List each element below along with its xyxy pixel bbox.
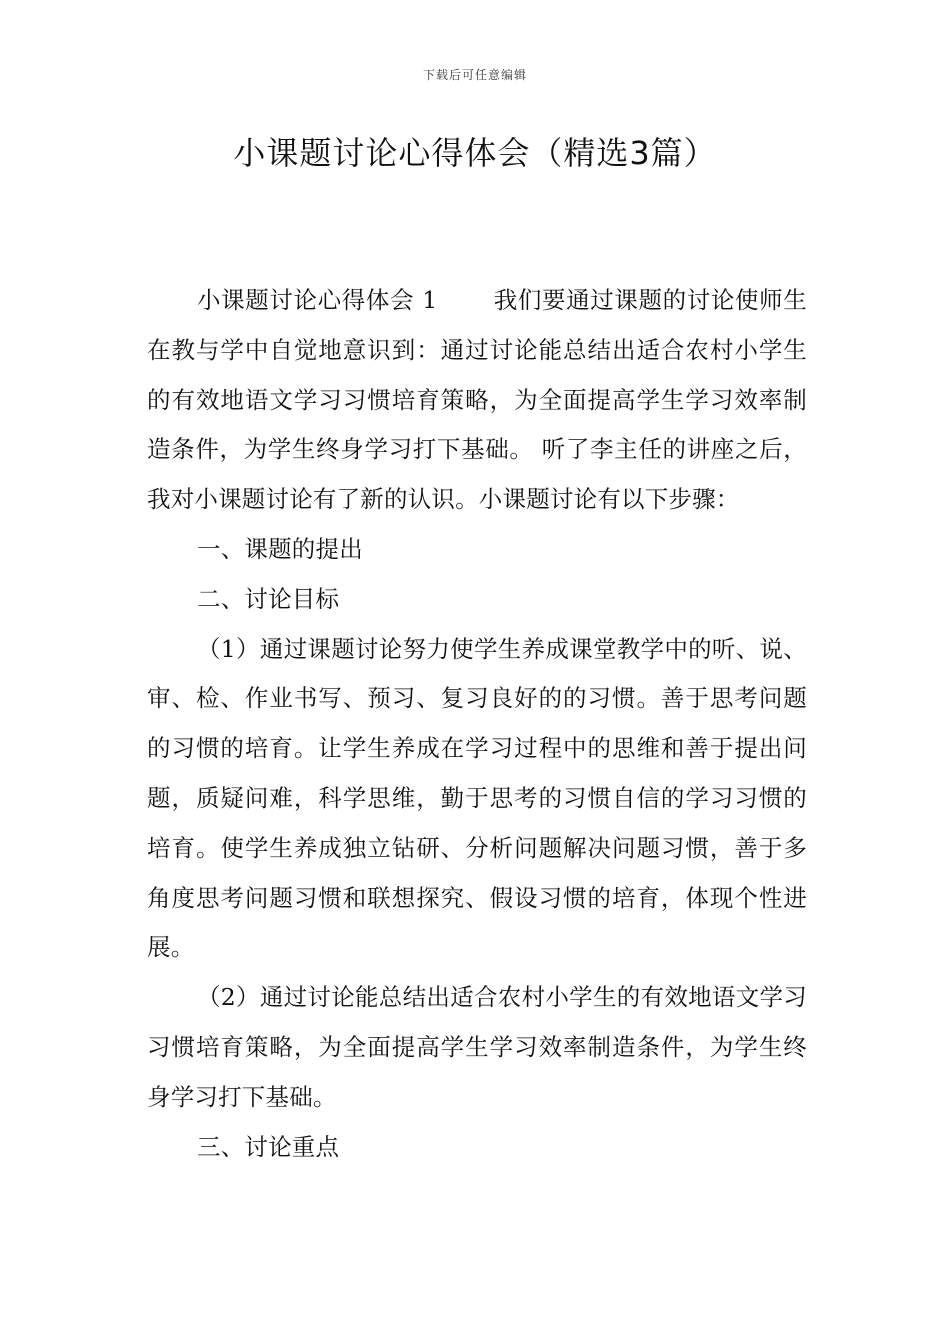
intro-heading: 小课题讨论心得体会 1	[197, 286, 438, 314]
document-body	[147, 276, 807, 1172]
section-heading-2: 二、讨论目标	[197, 584, 340, 613]
page-header-note: 下载后可任意编辑	[422, 68, 527, 82]
document-title: 小课题讨论心得体会（精选3篇）	[233, 134, 717, 172]
intro-text: 我们要通过课题的讨论使师生在教与学中自觉地意识到：通过讨论能总结出适合农村小学生的有效地语文学习习惯培育策略，为全面提高学生学习效率制造条件，为学生终身学习打下基础。 听了李主任的讲座之后，我对小课题讨论有了新的认识。小课题讨论有以下步骤：	[147, 286, 807, 514]
section-heading-1: 一、课题的提出	[197, 534, 363, 563]
goal-paragraph-1: （1）通过课题讨论努力使学生养成课堂教学中的听、说、审、检、作业书写、预习、复习良好的的习惯。善于思考问题的习惯的培育。让学生养成在学习过程中的思维和善于提出问题，质疑问难，科学思维，勤于思考的习惯自信的学习习惯的培育。使学生养成独立钻研、分析问题解决问题习惯，善于多角度思考问题习惯和联想探究、假设习惯的培育，体现个性进展。	[147, 634, 807, 962]
intro-paragraph	[147, 276, 807, 525]
goal-paragraph-2: （2）通过讨论能总结出适合农村小学生的有效地语文学习习惯培育策略，为全面提高学生学习效率制造条件，为学生终身学习打下基础。	[147, 983, 807, 1111]
section-heading-3: 三、讨论重点	[197, 1132, 340, 1161]
